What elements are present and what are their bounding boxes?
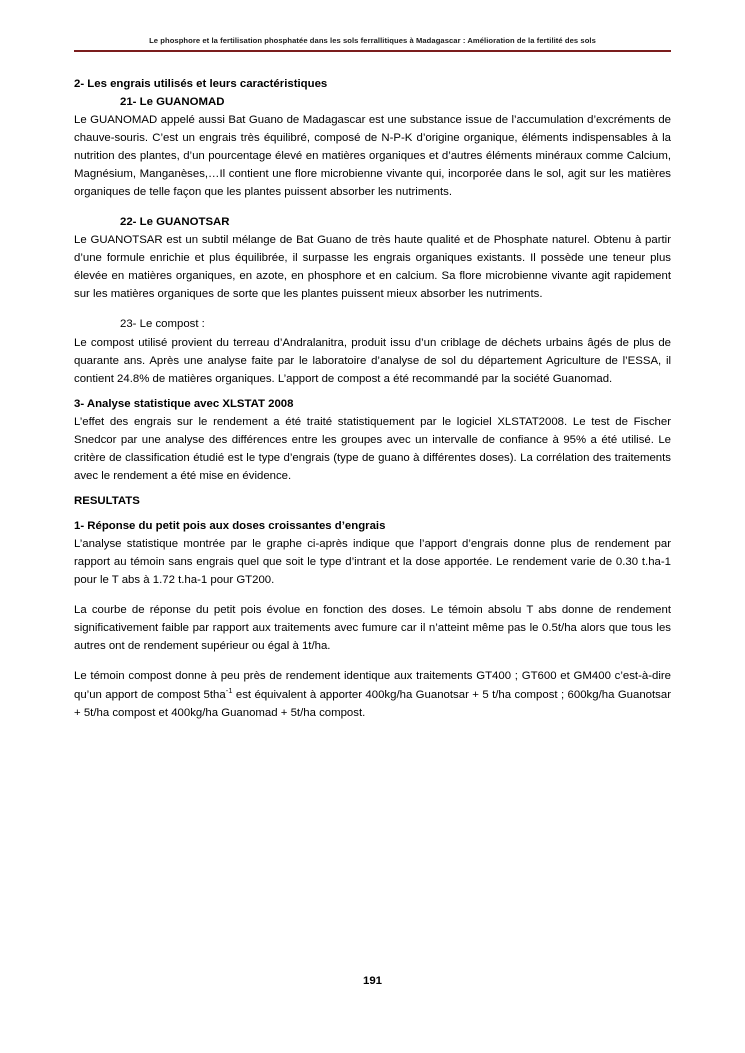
section-2-heading: 2- Les engrais utilisés et leurs caractéristiques [74, 78, 328, 91]
spacer [74, 388, 671, 395]
section-3-heading: 3- Analyse statistique avec XLSTAT 2008 [74, 397, 294, 410]
subsection-22-paragraph: Le GUANOTSAR est un subtil mélange de Bat Guano de très haute qualité et de Phosphate naturel. Obtenu à partir d’une formule enrichie et plus équilibrée, il surpasse les engrais organiques existants. Il possède une teneur plus élevée en matières organiques, en azote, en phosphore et en calcium. Sa flore microbienne vivante agit rapidement sur les matières organiques de sorte que les plantes puissent mieux absorber les nutriments. [74, 234, 671, 301]
spacer [74, 655, 671, 667]
result-1-paragraph-2: La courbe de réponse du petit pois évolue en fonction des doses. Le témoin absolu T abs donne de rendement significativement faible par rapport aux traitements avec fumure car il n’atteint même pas le 0.5t/ha alors que tous les autres ont de rendement supérieur ou égal à 1t/ha. [74, 603, 671, 652]
document-body [74, 75, 671, 721]
result-1-paragraph-1: L’analyse statistique montrée par le graphe ci-après indique que l’apport d’engrais donne plus de rendement par rapport au témoin sans engrais quel que soit le type d’intrant et la dose apportée. Le rendement varie de 0.30 t.ha-1 pour le T abs à 1.72 t.ha-1 pour GT200. [74, 537, 671, 586]
subsection-23-paragraph: Le compost utilisé provient du terreau d’Andralanitra, produit issu d’un criblage de déchets urbains âgés de plus de quarante ans. Après une analyse faite par le laboratoire d’analyse de sol du département Agriculture de l’ESSA, il contient 24.8% de matières organiques. L’apport de compost a été recommandé par la société Guanomad. [74, 336, 671, 385]
result-1-paragraph-3-part-b: est équivalent à apporter 400kg/ha Guanotsar + 5 t/ha compost ; 600kg/ha Guanotsar + 5t/ha compost et 400kg/ha Guanomad + 5t/ha compost. [74, 688, 672, 719]
header-rule [74, 50, 671, 52]
result-1-heading: 1- Réponse du petit pois aux doses croissantes d’engrais [74, 519, 386, 532]
spacer [74, 303, 671, 315]
spacer [74, 485, 671, 492]
section-3-paragraph: L’effet des engrais sur le rendement a été traité statistiquement par le logiciel XLSTAT2008. Le test de Fischer Snedcor par une analyse des différences entre les groupes avec un intervalle de confiance à 95% a été utilisé. Le critère de classification étudié est le type d’engrais (type de guano à différentes doses). La corrélation des traitements avec le rendement a été mise en évidence. [74, 415, 671, 482]
running-header: Le phosphore et la fertilisation phosphatée dans les sols ferrallitiques à Madagascar : Amélioration de la fertilité des sols [149, 36, 596, 45]
spacer [74, 201, 671, 213]
compost-dose-exponent: -1 [225, 685, 233, 695]
spacer [74, 510, 671, 517]
spacer [74, 589, 671, 601]
result-1-paragraph-3-part-a: Le témoin compost donne à peu près de rendement identique aux traitements GT400 ; GT600 et GM400 c’est-à-dire qu’un apport de compost 5tha [74, 669, 671, 701]
subsection-21-heading: 21- Le GUANOMAD [120, 96, 225, 109]
subsection-22-heading: 22- Le GUANOTSAR [120, 216, 230, 229]
subsection-23-heading: 23- Le compost : [120, 318, 205, 331]
result-1-paragraph-3 [74, 667, 671, 722]
subsection-21-paragraph: Le GUANOMAD appelé aussi Bat Guano de Madagascar est une substance issue de l’accumulation d’excréments de chauve-souris. C’est un engrais très équilibré, composé de N-P-K d’origine organique, éléments indispensables à la nutrition des plantes, d’un pourcentage élevé en matières organiques et d’autres éléments minéraux comme Calcium, Magnésium, Manganèses,…Il contient une flore microbienne vivante qui, incorporée dans le sol, agit sur les matières organiques de telle façon que les plantes puissent absorber les nutriments. [74, 114, 671, 199]
page-number: 191 [362, 975, 382, 987]
results-heading: RESULTATS [74, 494, 140, 507]
